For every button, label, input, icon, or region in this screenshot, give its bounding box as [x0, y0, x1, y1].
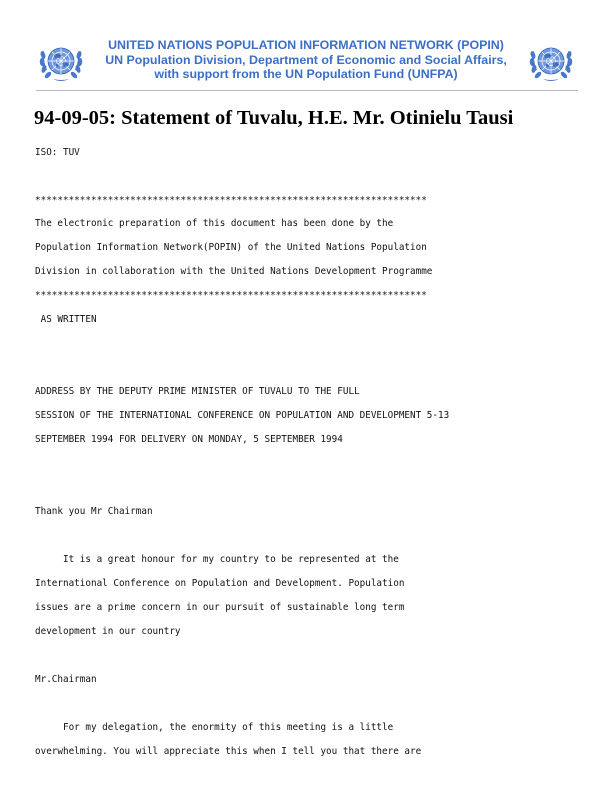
- paragraph-line: issues are a prime concern in our pursuit of sustainable long term: [35, 602, 405, 613]
- paragraph-line: International Conference on Population and Development. Population: [35, 578, 405, 589]
- document-title: 94-09-05: Statement of Tuvalu, H.E. Mr. Otinielu Tausi: [34, 107, 514, 129]
- paragraph-line: For my delegation, the enormity of this meeting is a little: [35, 722, 394, 733]
- greeting: Thank you Mr Chairman: [35, 506, 153, 517]
- separator-stars-top: **********************************************************************: [35, 195, 427, 206]
- un-emblem-icon: [526, 37, 576, 87]
- paragraph-line: overwhelming. You will appreciate this when I tell you that there are: [35, 746, 422, 757]
- header-line-organization: UNITED NATIONS POPULATION INFORMATION NETWORK (POPIN): [108, 38, 504, 52]
- notice-line: The electronic preparation of this document has been done by the: [35, 218, 394, 229]
- address-heading-line: SEPTEMBER 1994 FOR DELIVERY ON MONDAY, 5 SEPTEMBER 1994: [35, 434, 343, 445]
- header-line-support: with support from the UN Population Fund (UNFPA): [154, 67, 458, 81]
- header-divider: [36, 90, 578, 91]
- chairman-address: Mr.Chairman: [35, 674, 97, 685]
- un-emblem-icon: [36, 37, 86, 87]
- header-line-division: UN Population Division, Department of Economic and Social Affairs,: [105, 52, 507, 67]
- header-banner: [90, 38, 522, 82]
- iso-code: ISO: TUV: [35, 147, 80, 158]
- paragraph-line: It is a great honour for my country to be represented at the: [35, 554, 399, 565]
- notice-line: Population Information Network(POPIN) of the United Nations Population: [35, 242, 427, 253]
- address-heading-line: SESSION OF THE INTERNATIONAL CONFERENCE ON POPULATION AND DEVELOPMENT 5-13: [35, 410, 450, 421]
- as-written-note: AS WRITTEN: [35, 314, 97, 325]
- paragraph-line: development in our country: [35, 626, 181, 637]
- separator-stars-bottom: **********************************************************************: [35, 290, 427, 301]
- page-header: [0, 0, 612, 92]
- notice-line: Division in collaboration with the United Nations Development Programme: [35, 266, 433, 277]
- address-heading-line: ADDRESS BY THE DEPUTY PRIME MINISTER OF TUVALU TO THE FULL: [35, 386, 360, 397]
